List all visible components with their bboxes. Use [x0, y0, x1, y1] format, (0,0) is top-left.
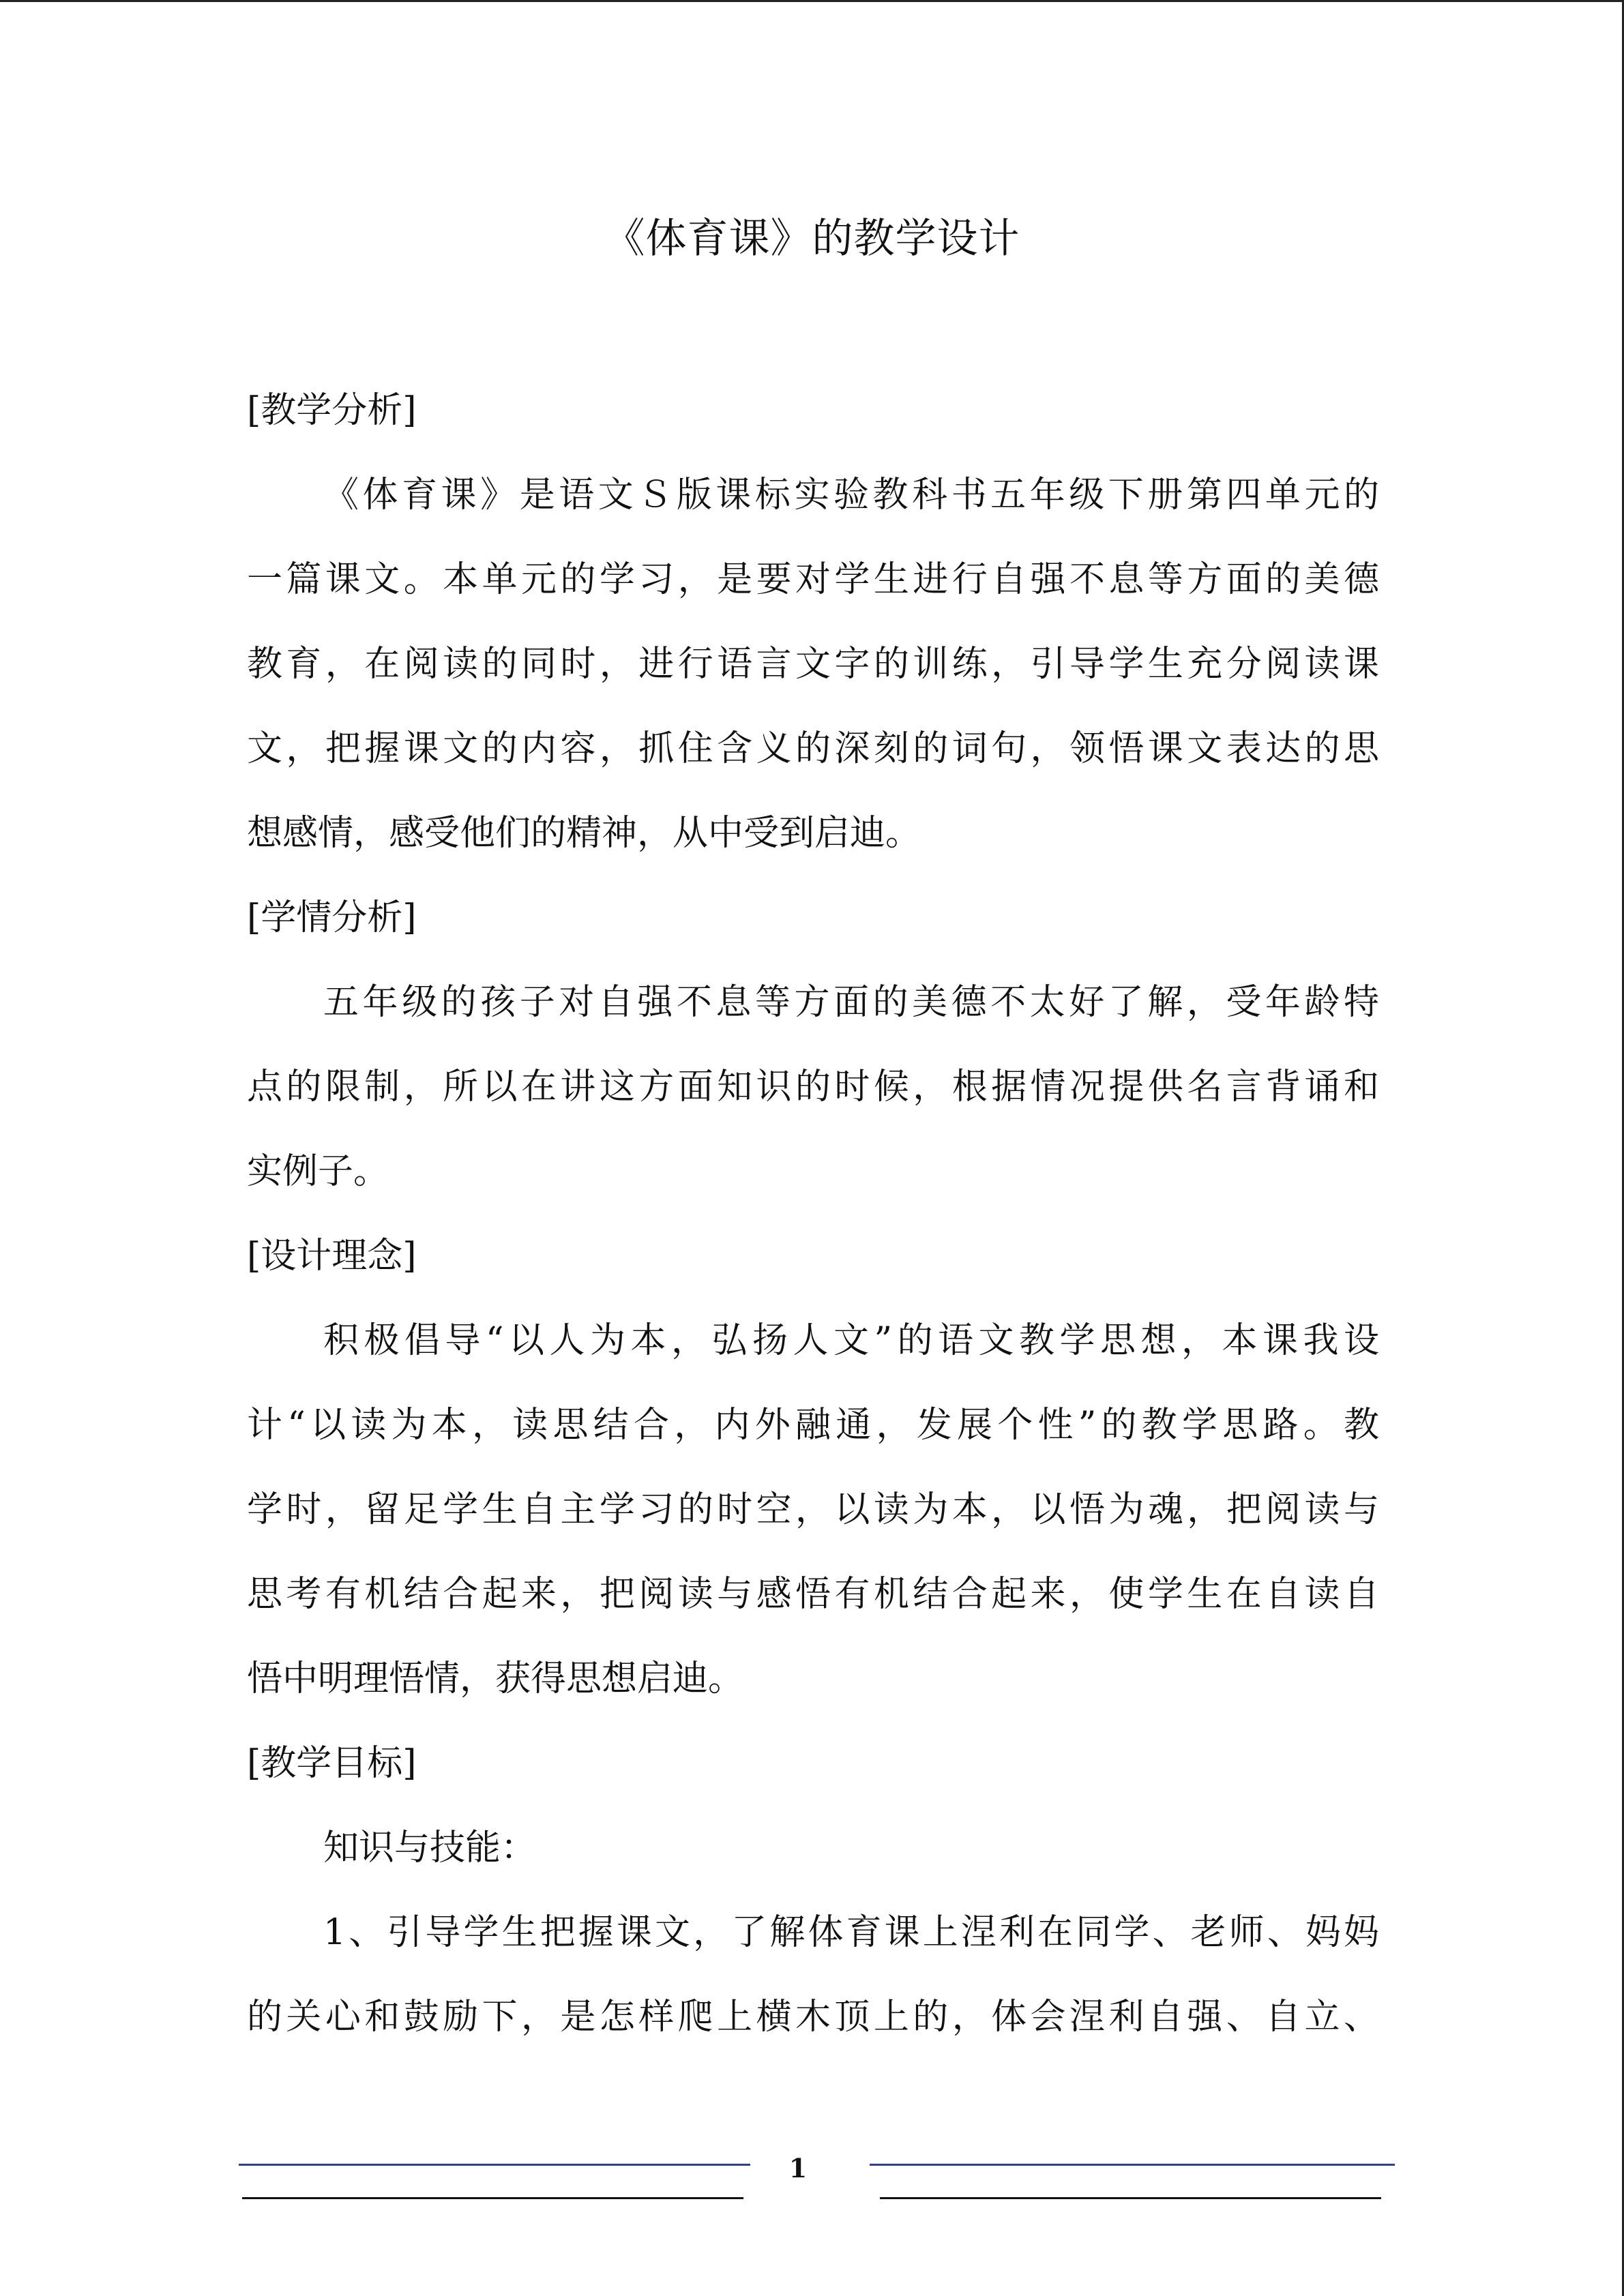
paragraph-line: 思考有机结合起来，把阅读与感悟有机结合起来，使学生在自读自 [247, 1574, 1379, 1615]
footer-rule-right-top [870, 2164, 1395, 2166]
section-heading-design-concept: [设计理念] [247, 1236, 417, 1277]
paragraph-line: 文，把握课文的内容，抓住含义的深刻的词句，领悟课文表达的思 [247, 728, 1379, 769]
footer-rule-left-top [239, 2164, 750, 2166]
section-heading-objectives: [教学目标] [247, 1743, 417, 1784]
page-footer [0, 2141, 1624, 2209]
section-heading-analysis: [教学分析] [247, 390, 417, 431]
paragraph-line: 实例子。 [247, 1151, 389, 1192]
document-body [247, 368, 1379, 2059]
document-title: 《体育课》的教学设计 [604, 215, 1020, 263]
footer-rule-left-bottom [242, 2197, 743, 2199]
paragraph-line: 的关心和鼓励下，是怎样爬上横木顶上的，体会涅利自强、自立、 [247, 1997, 1379, 2038]
paragraph-line: 一篇课文。本单元的学习，是要对学生进行自强不息等方面的美德 [247, 559, 1379, 600]
paragraph-line: 学时，留足学生自主学习的时空，以读为本，以悟为魂，把阅读与 [247, 1489, 1379, 1530]
paragraph-line: 想感情，感受他们的精神，从中受到启迪。 [247, 813, 921, 854]
paragraph-line: 悟中明理悟情，获得思想启迪。 [247, 1658, 744, 1699]
footer-rule-right-bottom [880, 2197, 1381, 2199]
page-number: 1 [788, 2153, 808, 2183]
paragraph-line: 积极倡导“以人为本，弘扬人文”的语文教学思想，本课我设 [323, 1320, 1379, 1361]
paragraph-line: 计“以读为本，读思结合，内外融通，发展个性”的教学思路。教 [247, 1405, 1379, 1446]
section-heading-learner-analysis: [学情分析] [247, 897, 417, 938]
paragraph-line: 点的限制，所以在讲这方面知识的时候，根据情况提供名言背诵和 [247, 1067, 1379, 1107]
page-border-top [0, 0, 1624, 2]
paragraph-line: 《体育课》是语文Ｓ版课标实验教科书五年级下册第四单元的 [323, 475, 1379, 516]
paragraph-line: 1、引导学生把握课文，了解体育课上涅利在同学、老师、妈妈 [323, 1912, 1379, 1953]
paragraph-line: 五年级的孩子对自强不息等方面的美德不太好了解，受年龄特 [323, 982, 1379, 1023]
subheading-knowledge-skills: 知识与技能： [323, 1828, 537, 1868]
paragraph-line: 教育，在阅读的同时，进行语言文字的训练，引导学生充分阅读课 [247, 644, 1379, 685]
